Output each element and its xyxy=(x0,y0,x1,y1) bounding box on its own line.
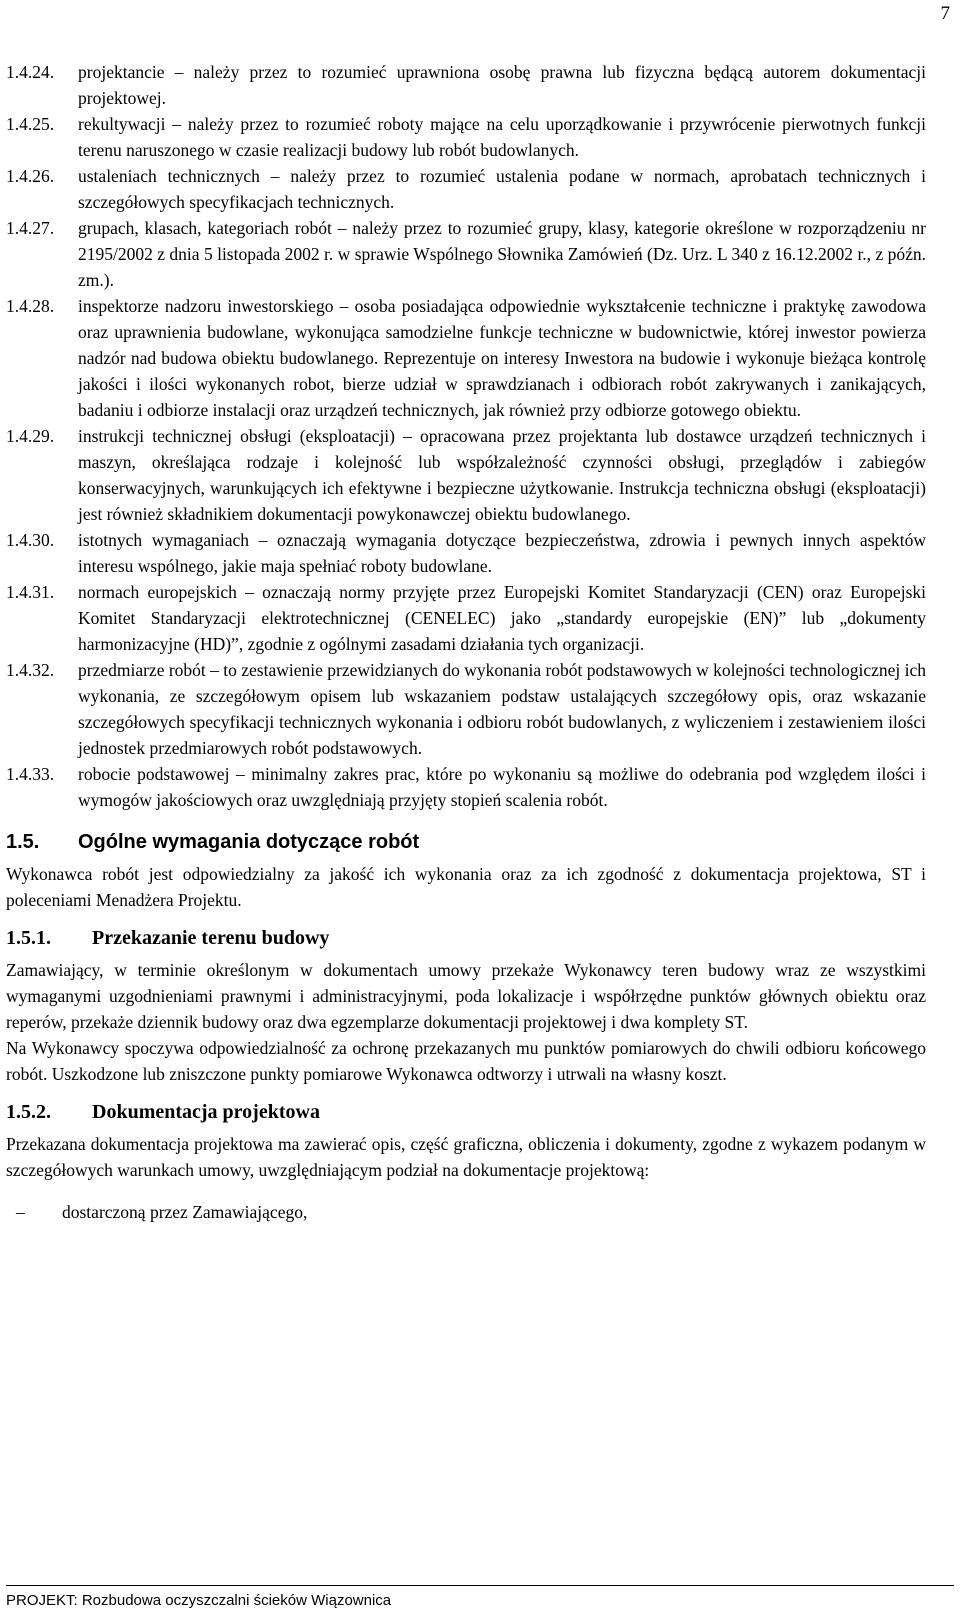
definition-item xyxy=(6,293,926,423)
page-footer: PROJEKT: Rozbudowa oczyszczalni ścieków Wiązownica xyxy=(6,1585,954,1611)
definition-item xyxy=(6,59,926,111)
section-paragraph: Wykonawca robót jest odpowiedzialny za jakość ich wykonania oraz za ich zgodność z dokumentacja projektowa, ST i poleceniami Menadżera Projektu. xyxy=(6,864,926,910)
definition-text: projektancie – należy przez to rozumieć uprawniona osobę prawna lub fizyczna będącą autorem dokumentacji projektowej. xyxy=(78,62,926,108)
definition-item xyxy=(6,527,926,579)
definition-item xyxy=(6,111,926,163)
definition-number: 1.4.33. xyxy=(6,764,55,784)
subsection-number: 1.5.2. xyxy=(6,1101,51,1123)
subsection-heading xyxy=(6,925,926,951)
definition-text: ustaleniach technicznych – należy przez to rozumieć ustalenia podane w normach, aprobatach technicznych i szczegółowych specyfikacjach technicznych. xyxy=(78,166,926,212)
section-heading xyxy=(6,829,926,855)
definition-number: 1.4.29. xyxy=(6,426,55,446)
list-dash: – xyxy=(16,1202,25,1222)
definition-item xyxy=(6,423,926,527)
definition-item xyxy=(6,215,926,293)
subsection-number: 1.5.1. xyxy=(6,927,51,949)
definition-number: 1.4.30. xyxy=(6,530,55,550)
definition-text: inspektorze nadzoru inwestorskiego – osoba posiadająca odpowiednie wykształcenie techniczne i praktykę zawodowa oraz uprawnienia budowlane, wykonująca samodzielne funkcje techniczne w budownictwie, której inwestor powierza nadzór nad budowa obiektu budowlanego. Reprezentuje on interesy Inwestora na budowie i wykonuje bieżąca kontrolę jakości i ilości wykonanych robot, bierze udział w sprawdzianach i odbiorach robót zakrywanych i zanikających, badaniu i odbiorze instalacji oraz urządzeń technicznych, jak również przy odbiorze gotowego obiektu. xyxy=(78,296,926,420)
definition-text: robocie podstawowej – minimalny zakres prac, które po wykonaniu są możliwe do odebrania pod względem ilości i wymogów jakościowych oraz uwzględniają przyjęty stopień scalenia robót. xyxy=(78,764,926,810)
subsection-paragraph: Przekazana dokumentacja projektowa ma zawierać opis, część graficzna, obliczenia i dokumenty, zgodne z wykazem podanym w szczegółowych warunkach umowy, uwzględniającym podział na dokumentacje projektową: xyxy=(6,1134,926,1180)
definition-text: grupach, klasach, kategoriach robót – należy przez to rozumieć grupy, klasy, kategorie określone w rozporządzeniu nr 2195/2002 z dnia 5 listopada 2002 r. w sprawie Wspólnego Słownika Zamówień (Dz. Urz. L 340 z 16.12.2002 r., z późn. zm.). xyxy=(78,218,926,290)
definition-number: 1.4.28. xyxy=(6,296,55,316)
subsection-paragraph: Zamawiający, w terminie określonym w dokumentach umowy przekaże Wykonawcy teren budowy wraz ze wszystkimi wymaganymi uzgodnieniami prawnymi i administracyjnymi, poda lokalizacje i współrzędne punktów głównych obiektu oraz reperów, przekaże dziennik budowy oraz dwa egzemplarze dokumentacji projektowej i dwa komplety ST. xyxy=(6,960,926,1032)
subsection-heading xyxy=(6,1099,926,1125)
definition-number: 1.4.25. xyxy=(6,114,55,134)
definition-text: rekultywacji – należy przez to rozumieć roboty mające na celu uporządkowanie i przywrócenie pierwotnych funkcji terenu naruszonego w czasie realizacji budowy lub robót budowlanych. xyxy=(78,114,926,160)
page-number: 7 xyxy=(940,3,950,24)
definition-item xyxy=(6,579,926,657)
definition-text: normach europejskich – oznaczają normy przyjęte przez Europejski Komitet Standaryzacji (CEN) oraz Europejski Komitet Standaryzacji elektrotechnicznej (CENELEC) jako „standardy europejskie (EN)” lub „dokumenty harmonizacyjne (HD)”, zgodnie z ogólnymi zasadami działania tych organizacji. xyxy=(78,582,926,654)
section-number: 1.5. xyxy=(6,831,40,853)
section-title: Ogólne wymagania dotyczące robót xyxy=(78,831,420,853)
definition-text: istotnych wymaganiach – oznaczają wymagania dotyczące bezpieczeństwa, zdrowia i pewnych innych aspektów interesu wspólnego, jakie maja spełniać roboty budowlane. xyxy=(78,530,926,576)
definition-number: 1.4.31. xyxy=(6,582,55,602)
list-item xyxy=(6,1199,926,1225)
subsection-title: Przekazanie terenu budowy xyxy=(92,927,330,949)
definition-text: przedmiarze robót – to zestawienie przewidzianych do wykonania robót podstawowych w kolejności technologicznej ich wykonania, ze szczegółowym opisem lub wskazaniem podstaw ustalających szczegółowy opis, oraz wskazanie szczegółowych specyfikacji technicznych wykonania i odbioru robót budowlanych, z wyliczeniem i zestawieniem ilości jednostek przedmiarowych robót podstawowych. xyxy=(78,660,926,758)
subsection-paragraph: Na Wykonawcy spoczywa odpowiedzialność za ochronę przekazanych mu punktów pomiarowych do chwili odbioru końcowego robót. Uszkodzone lub zniszczone punkty pomiarowe Wykonawca odtworzy i utrwali na własny koszt. xyxy=(6,1038,926,1084)
definition-item xyxy=(6,163,926,215)
definition-item xyxy=(6,657,926,761)
list-item-text: dostarczoną przez Zamawiającego, xyxy=(62,1202,308,1222)
definition-number: 1.4.27. xyxy=(6,218,55,238)
definition-text: instrukcji technicznej obsługi (eksploatacji) – opracowana przez projektanta lub dostawce urządzeń technicznych i maszyn, określająca rodzaje i kolejność lub współzależność czynności obsługi, przeglądów i zabiegów konserwacyjnych, warunkujących ich efektywne i bezpieczne użytkowanie. Instrukcja techniczna obsługi (eksploatacji) jest również składnikiem dokumentacji powykonawczej obiektu budowlanego. xyxy=(78,426,926,524)
page-content xyxy=(6,59,926,1225)
definition-item xyxy=(6,761,926,813)
definition-number: 1.4.24. xyxy=(6,62,55,82)
subsection-title: Dokumentacja projektowa xyxy=(92,1101,320,1123)
definition-number: 1.4.26. xyxy=(6,166,55,186)
definition-number: 1.4.32. xyxy=(6,660,55,680)
